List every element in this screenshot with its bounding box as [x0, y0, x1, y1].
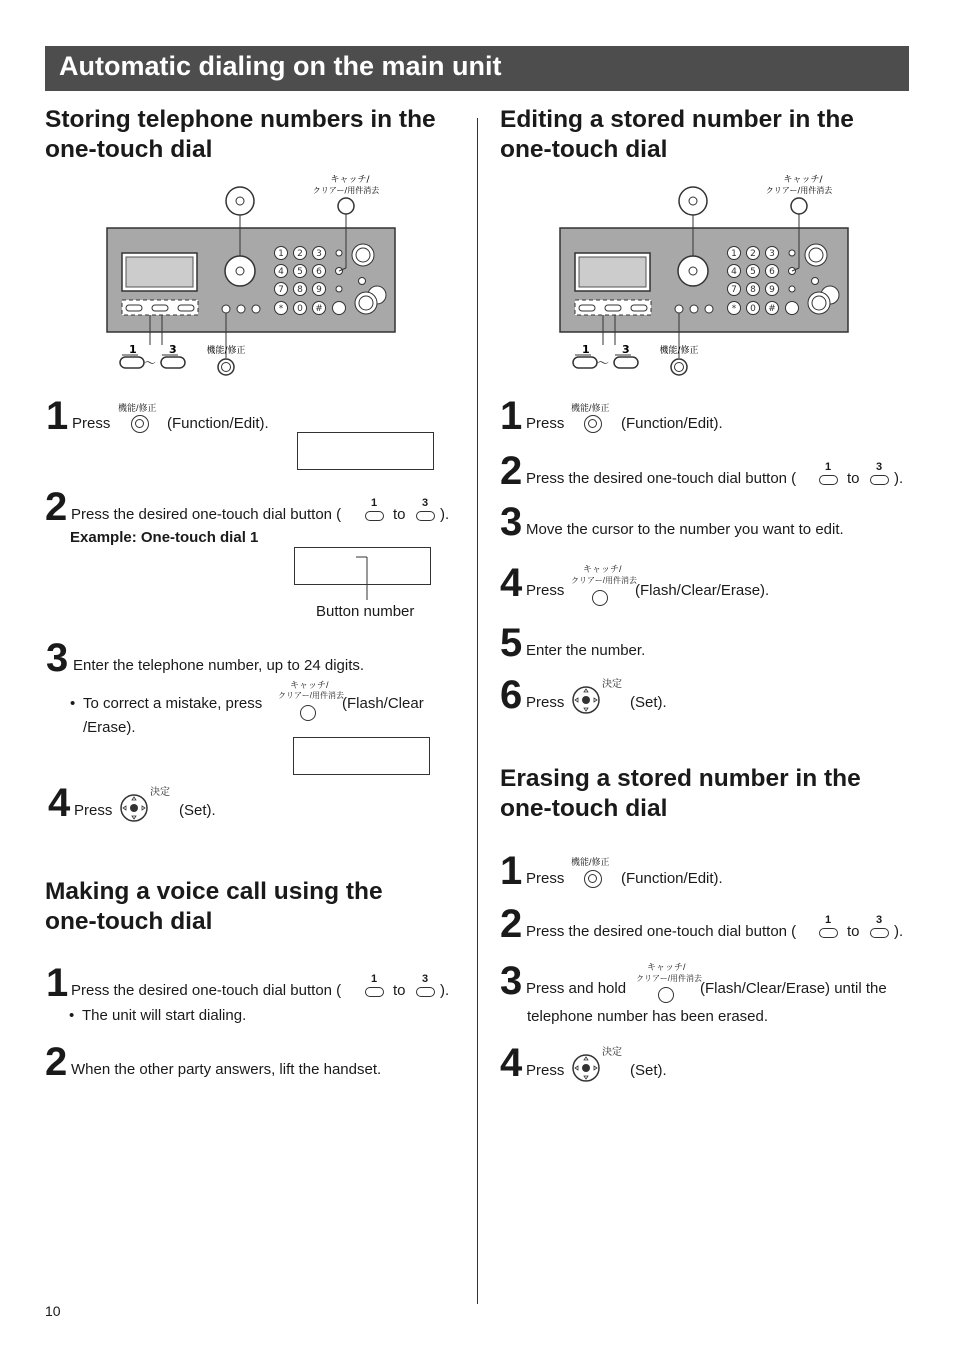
- step-text: ).: [894, 923, 904, 940]
- step-text: Press the desired one-touch dial button (: [526, 470, 797, 487]
- page-title: Automatic dialing on the main unit: [59, 51, 502, 81]
- function-key-label: 機能/修正: [571, 403, 610, 413]
- step-text: (Flash/Clear/Erase).: [635, 582, 770, 599]
- one-touch-button-1-icon: [819, 475, 838, 485]
- svg-text:8: 8: [297, 285, 303, 295]
- step-number: 2: [45, 1040, 68, 1084]
- one-touch-1-label: 1: [371, 973, 378, 985]
- svg-text:5: 5: [750, 267, 756, 277]
- step-number: 1: [500, 394, 523, 438]
- step-text: Press: [72, 415, 111, 432]
- step-text: Press: [526, 870, 565, 887]
- step-number: 3: [500, 500, 523, 544]
- one-touch-3-label: 3: [876, 914, 883, 926]
- one-touch-3-label: 3: [422, 497, 429, 509]
- display-box: [297, 432, 434, 470]
- function-key-label: 機能/修正: [571, 857, 610, 867]
- set-key-icon: [572, 1054, 600, 1082]
- one-touch-button-3-icon: [416, 987, 435, 997]
- svg-text:キャッチ/: キャッチ/: [330, 175, 370, 185]
- step-number: 1: [46, 961, 69, 1005]
- flash-key-label-bottom: クリアー/用件消去: [571, 576, 637, 585]
- step-text: (Set).: [630, 694, 667, 711]
- flash-key-label-top: キャッチ/: [583, 564, 622, 574]
- function-edit-button-icon: [131, 415, 149, 433]
- one-touch-button-1-icon: [819, 928, 838, 938]
- step-text: Press: [526, 415, 565, 432]
- step-text: ).: [440, 506, 450, 523]
- svg-text:1: 1: [582, 343, 590, 356]
- function-key-label: 機能/修正: [118, 403, 157, 413]
- svg-text:1: 1: [129, 343, 137, 356]
- step-text: Press: [526, 694, 565, 711]
- bullet-icon: •: [69, 1007, 75, 1024]
- step-number: 1: [46, 394, 69, 438]
- column-divider: [477, 118, 478, 1304]
- bullet-text: /Erase).: [83, 719, 136, 736]
- one-touch-button-1-icon: [365, 987, 384, 997]
- section-title-editing: Editing a stored number in the one-touch dial: [500, 106, 854, 163]
- section-title-storing: Storing telephone numbers in the one-touch dial: [45, 106, 436, 163]
- svg-text:～: ～: [143, 356, 157, 370]
- svg-text:*: *: [731, 304, 737, 314]
- svg-text:クリアー/用件消去: クリアー/用件消去: [312, 186, 380, 195]
- set-key-label: 決定: [602, 1047, 622, 1058]
- fax-panel-drawing: [107, 174, 395, 375]
- bullet-icon: •: [70, 695, 76, 712]
- svg-text:9: 9: [316, 285, 322, 295]
- step-text: Press: [74, 802, 113, 819]
- set-key-label: 決定: [150, 787, 170, 798]
- step-text: Press the desired one-touch dial button (: [71, 982, 342, 999]
- step-text: Press and hold: [526, 980, 627, 997]
- svg-text:5: 5: [297, 267, 303, 277]
- step-text: Enter the telephone number, up to 24 digits.: [73, 657, 365, 674]
- svg-text:2: 2: [750, 249, 756, 259]
- flash-key-label-bottom: クリアー/用件消去: [278, 691, 344, 700]
- step-number: 2: [45, 485, 68, 529]
- svg-text:6: 6: [769, 267, 775, 277]
- svg-text:機能/修正: 機能/修正: [206, 346, 246, 356]
- page-header-banner: [45, 46, 909, 91]
- svg-text:クリアー/用件消去: クリアー/用件消去: [765, 186, 833, 195]
- fax-panel-drawing: [560, 174, 848, 375]
- step-number: 3: [46, 636, 69, 680]
- step-text: (Function/Edit).: [621, 415, 723, 432]
- step-text: to: [847, 923, 860, 940]
- svg-text:1: 1: [278, 249, 284, 259]
- step-number: 2: [500, 902, 523, 946]
- step-text: When the other party answers, lift the handset.: [71, 1061, 382, 1078]
- step-text: Enter the number.: [526, 642, 646, 659]
- step-number: 1: [500, 849, 523, 893]
- svg-text:キャッチ/: キャッチ/: [783, 175, 823, 185]
- one-touch-button-3-icon: [870, 928, 889, 938]
- one-touch-button-3-icon: [870, 475, 889, 485]
- svg-text:8: 8: [750, 285, 756, 295]
- one-touch-button-3-icon: [416, 511, 435, 521]
- bullet-text: (Flash/Clear: [342, 695, 424, 712]
- flash-clear-button-icon: [658, 987, 674, 1003]
- step-text: to: [393, 982, 406, 999]
- svg-text:3: 3: [622, 343, 630, 356]
- step-text: Press: [526, 1062, 565, 1079]
- section-title-voice: Making a voice call using the one-touch dial: [45, 878, 383, 935]
- step-text: to: [847, 470, 860, 487]
- svg-text:～: ～: [596, 356, 610, 370]
- step-text: telephone number has been erased.: [527, 1008, 769, 1025]
- step-number: 6: [500, 673, 523, 717]
- step-text: Press the desired one-touch dial button (: [71, 506, 342, 523]
- svg-text:1: 1: [731, 249, 737, 259]
- example-label: Example: One-touch dial 1: [70, 529, 259, 546]
- flash-key-label-bottom: クリアー/用件消去: [636, 974, 702, 983]
- callout-line: [350, 555, 372, 605]
- svg-text:#: #: [315, 304, 323, 314]
- set-key-icon: [120, 794, 148, 822]
- function-edit-button-icon: [584, 870, 602, 888]
- step-text: ).: [440, 982, 450, 999]
- flash-key-label-top: キャッチ/: [290, 680, 329, 690]
- flash-clear-button-icon: [592, 590, 608, 606]
- svg-text:#: #: [768, 304, 776, 314]
- svg-text:9: 9: [769, 285, 775, 295]
- step-text: to: [393, 506, 406, 523]
- svg-text:0: 0: [750, 304, 756, 314]
- svg-text:3: 3: [769, 249, 775, 259]
- display-box: [293, 737, 430, 775]
- section-title-erasing: Erasing a stored number in the one-touch dial: [500, 765, 861, 822]
- step-number: 3: [500, 959, 523, 1003]
- step-number: 4: [48, 781, 71, 825]
- svg-text:6: 6: [316, 267, 322, 277]
- flash-key-label-top: キャッチ/: [647, 962, 686, 972]
- step-text: Press: [526, 582, 565, 599]
- step-text: (Flash/Clear/Erase) until the: [700, 980, 887, 997]
- function-edit-button-icon: [584, 415, 602, 433]
- step-text: (Function/Edit).: [167, 415, 269, 432]
- set-key-icon: [572, 686, 600, 714]
- step-text: Press the desired one-touch dial button (: [526, 923, 797, 940]
- step-text: (Set).: [179, 802, 216, 819]
- step-number: 4: [500, 1041, 523, 1085]
- bullet-text: The unit will start dialing.: [82, 1007, 247, 1024]
- step-text: (Function/Edit).: [621, 870, 723, 887]
- step-text: (Set).: [630, 1062, 667, 1079]
- svg-text:4: 4: [278, 267, 284, 277]
- one-touch-1-label: 1: [825, 461, 832, 473]
- bullet-text: To correct a mistake, press: [83, 695, 263, 712]
- one-touch-button-1-icon: [365, 511, 384, 521]
- step-text: ).: [894, 470, 904, 487]
- svg-text:3: 3: [316, 249, 322, 259]
- svg-text:2: 2: [297, 249, 303, 259]
- set-key-label: 決定: [602, 679, 622, 690]
- one-touch-1-label: 1: [825, 914, 832, 926]
- flash-clear-button-icon: [300, 705, 316, 721]
- button-number-callout: Button number: [316, 603, 415, 620]
- fax-panel-illustration: [100, 170, 400, 380]
- svg-text:機能/修正: 機能/修正: [659, 346, 699, 356]
- step-text: Move the cursor to the number you want to edit.: [526, 521, 844, 538]
- step-number: 5: [500, 621, 523, 665]
- page-number: 10: [45, 1303, 61, 1319]
- svg-text:7: 7: [731, 285, 737, 295]
- one-touch-1-label: 1: [371, 497, 378, 509]
- svg-text:7: 7: [278, 285, 284, 295]
- svg-text:0: 0: [297, 304, 303, 314]
- svg-text:3: 3: [169, 343, 177, 356]
- svg-text:*: *: [278, 304, 284, 314]
- step-number: 2: [500, 449, 523, 493]
- svg-text:4: 4: [731, 267, 737, 277]
- fax-panel-illustration: [553, 170, 853, 380]
- one-touch-3-label: 3: [422, 973, 429, 985]
- step-number: 4: [500, 561, 523, 605]
- one-touch-3-label: 3: [876, 461, 883, 473]
